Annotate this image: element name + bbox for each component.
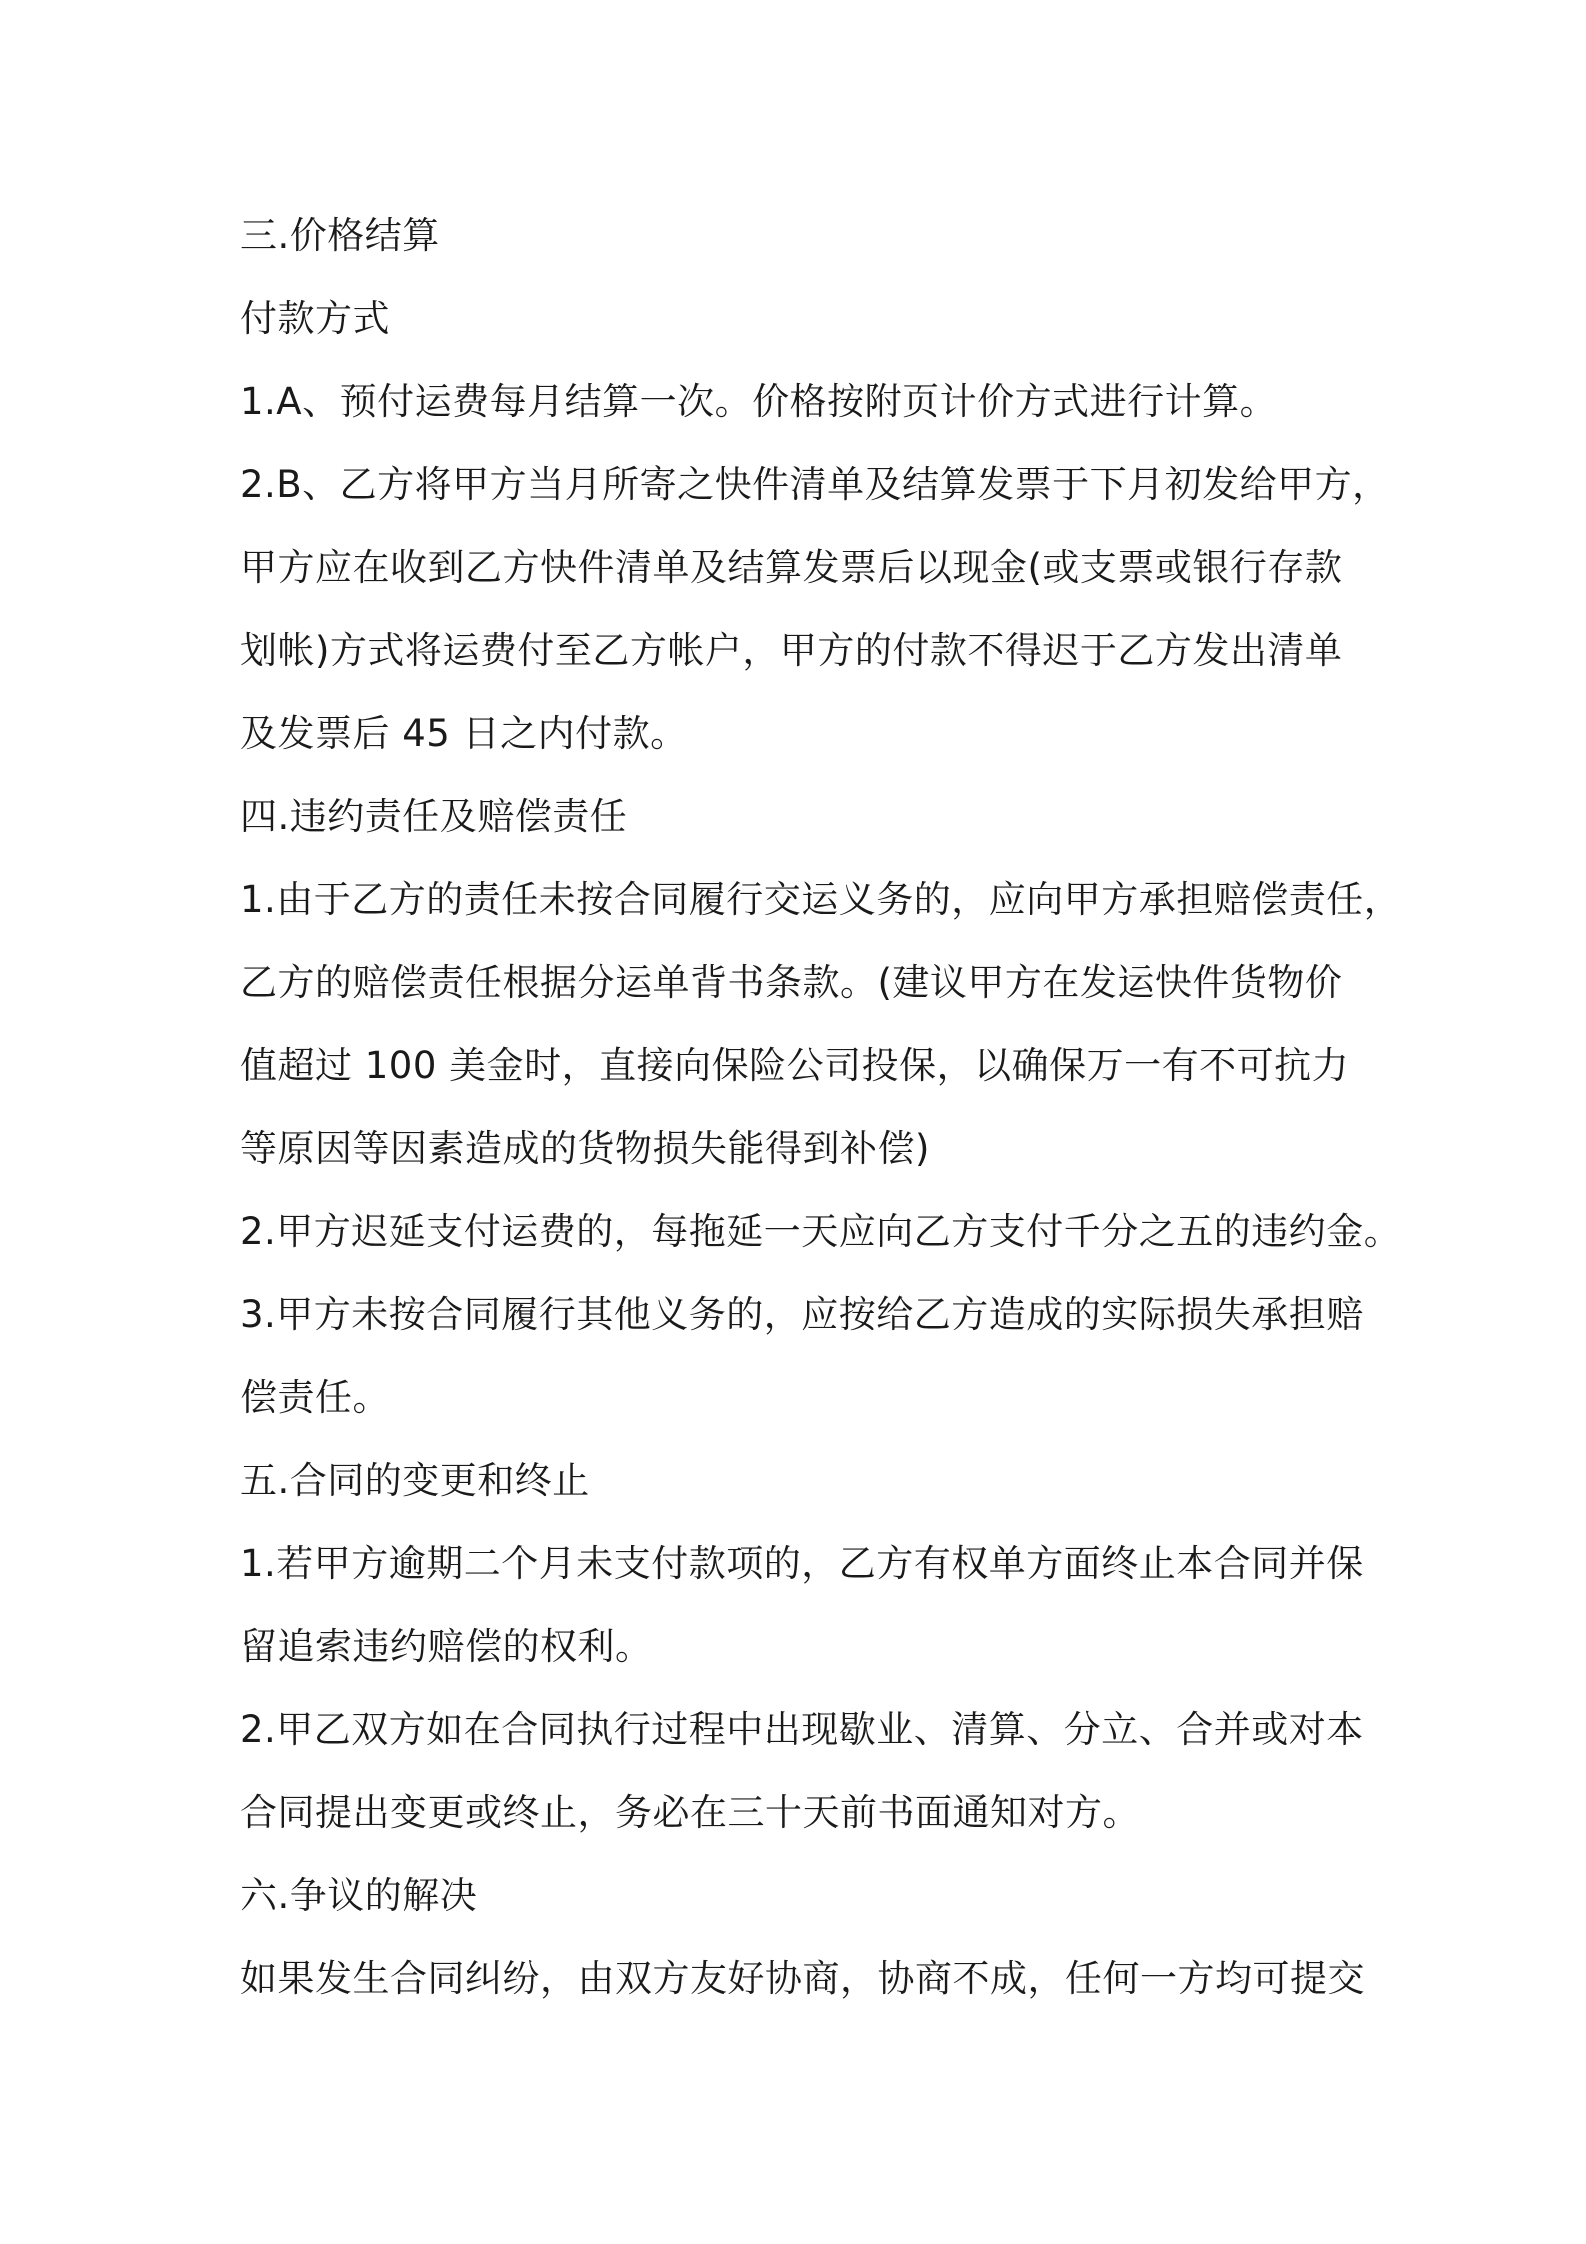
paragraph-line: 如果发生合同纠纷，由双方友好协商，协商不成，任何一方均可提交: [240, 1957, 1365, 2000]
section-heading-change-termination: 五.合同的变更和终止: [240, 1459, 590, 1502]
paragraph-line: 1.若甲方逾期二个月未支付款项的，乙方有权单方面终止本合同并保: [240, 1542, 1364, 1585]
paragraph-line: 留追索违约赔偿的权利。: [240, 1625, 653, 1668]
paragraph-line: 及发票后 45 日之内付款。: [240, 712, 688, 755]
paragraph-line: 偿责任。: [240, 1376, 390, 1419]
section-heading-price-settlement: 三.价格结算: [240, 214, 440, 257]
paragraph-line: 2.甲方迟延支付运费的，每拖延一天应向乙方支付千分之五的违约金。: [240, 1210, 1402, 1253]
paragraph-line: 2.B、乙方将甲方当月所寄之快件清单及结算发票于下月初发给甲方，: [240, 463, 1390, 506]
paragraph-line: 合同提出变更或终止，务必在三十天前书面通知对方。: [240, 1791, 1140, 1834]
document-body: [240, 194, 1400, 2020]
paragraph-line: 2.甲乙双方如在合同执行过程中出现歇业、清算、分立、合并或对本: [240, 1708, 1364, 1751]
section-heading-dispute-resolution: 六.争议的解决: [240, 1874, 478, 1917]
paragraph-line: 乙方的赔偿责任根据分运单背书条款。(建议甲方在发运快件货物价: [240, 961, 1343, 1004]
paragraph-line: 1.A、预付运费每月结算一次。价格按附页计价方式进行计算。: [240, 380, 1278, 423]
paragraph-line: 1.由于乙方的责任未按合同履行交运义务的，应向甲方承担赔偿责任，: [240, 878, 1402, 921]
paragraph-line: 等原因等因素造成的货物损失能得到补偿): [240, 1127, 930, 1170]
paragraph-line: 甲方应在收到乙方快件清单及结算发票后以现金(或支票或银行存款: [240, 546, 1343, 589]
subheading-payment-method: 付款方式: [240, 297, 390, 340]
paragraph-line: 值超过 100 美金时，直接向保险公司投保，以确保万一有不可抗力: [240, 1044, 1350, 1087]
section-heading-liability: 四.违约责任及赔偿责任: [240, 795, 628, 838]
paragraph-line: 划帐)方式将运费付至乙方帐户，甲方的付款不得迟于乙方发出清单: [240, 629, 1343, 672]
paragraph-line: 3.甲方未按合同履行其他义务的，应按给乙方造成的实际损失承担赔: [240, 1293, 1364, 1336]
